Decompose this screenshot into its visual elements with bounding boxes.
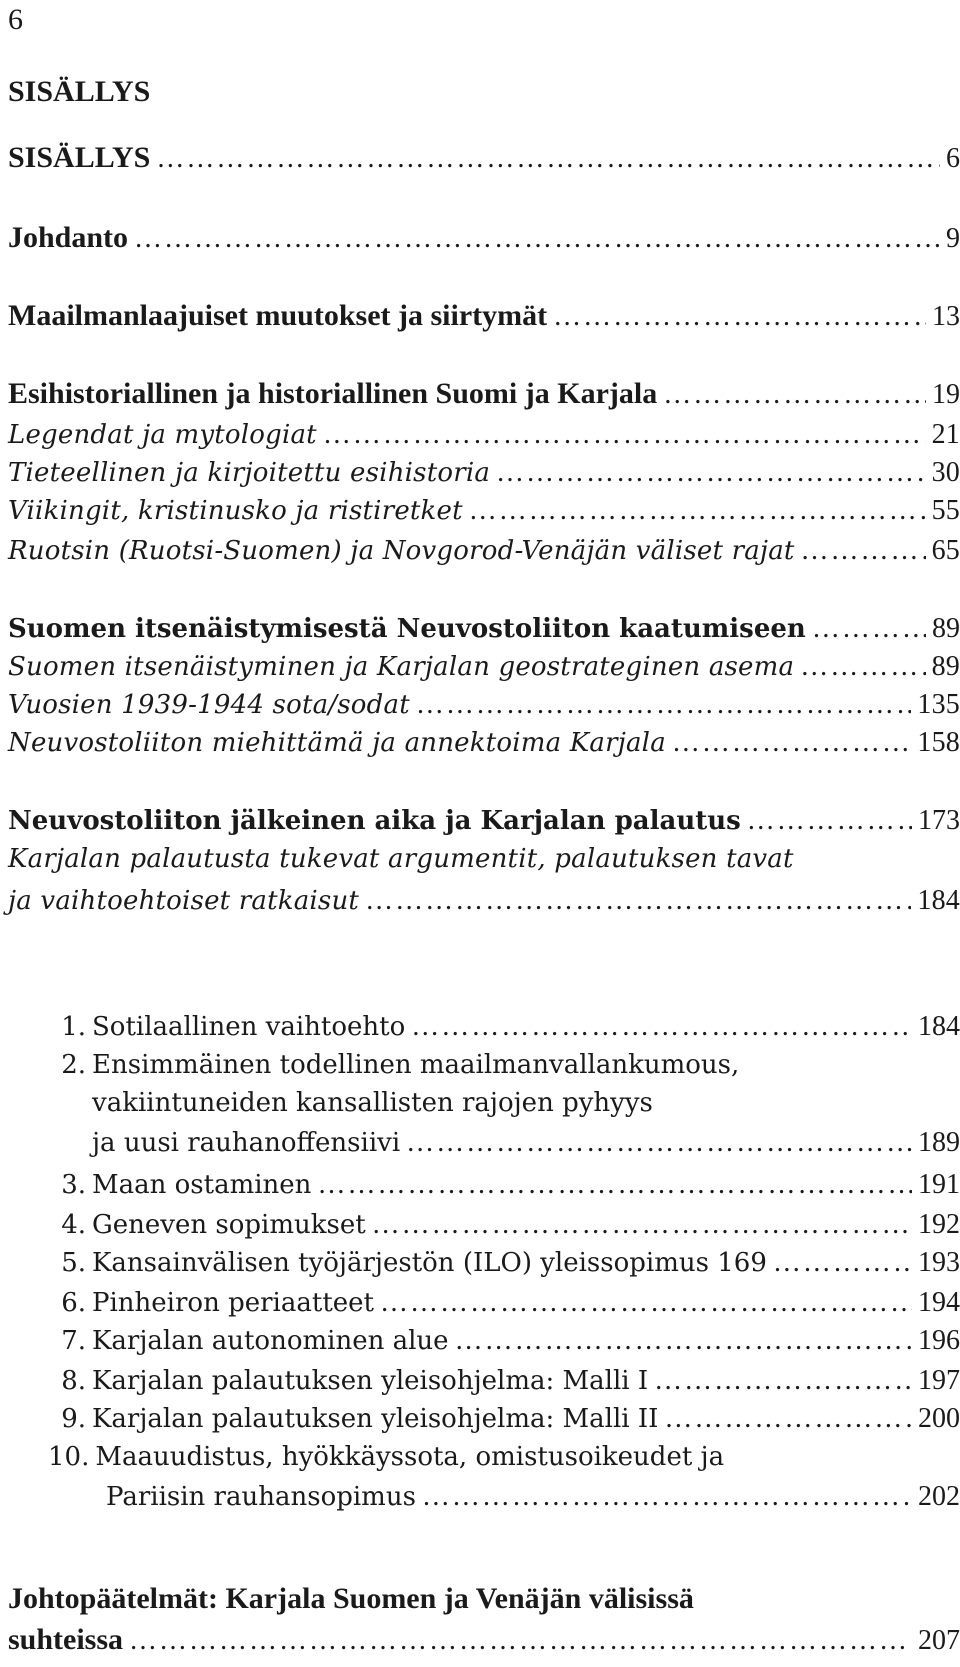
toc-entry[interactable] (8, 1360, 960, 1400)
toc-entry-title: Karjalan autonominen alue (92, 1326, 449, 1356)
leader-dots (372, 1206, 912, 1244)
leader-dots (416, 686, 912, 724)
toc-entry-title-line1: Maauudistus, hyökkäyssota, omistusoikeudet ja (95, 1442, 725, 1472)
page-title: SISÄLLYS (8, 75, 151, 108)
toc-entry-title: Karjalan palautuksen yleisohjelma: Malli II (92, 1404, 659, 1434)
toc-entry-title: Neuvostoliiton miehittämä ja annektoima Karjala (8, 728, 666, 758)
leader-dots (129, 1622, 912, 1660)
toc-entry-title: Suomen itsenäistymisestä Neuvostoliiton kaatumiseen (8, 614, 806, 644)
toc-entry-number: 8. (61, 1366, 86, 1396)
leader-dots (773, 1244, 912, 1282)
toc-entry-number: 1. (61, 1012, 86, 1042)
toc-entry-page: 9 (946, 223, 960, 254)
toc-entry-page: 55 (931, 495, 960, 526)
toc-entry-page: 189 (918, 1127, 960, 1158)
toc-entry[interactable] (8, 374, 960, 414)
leader-dots (672, 724, 912, 762)
toc-entry-page: 184 (917, 885, 960, 916)
leader-dots (553, 298, 926, 336)
toc-entry-title-line1: Johtopäätelmät: Karjala Suomen ja Venäjän välisissä (8, 1582, 694, 1615)
toc-entry-number: 10. (48, 1442, 90, 1472)
toc-entry[interactable] (8, 1438, 960, 1516)
toc-entry-page: 173 (918, 805, 960, 836)
leader-dots (800, 648, 925, 686)
toc-entry-page: 200 (918, 1403, 960, 1434)
leader-dots (664, 1400, 912, 1438)
toc-entry-number: 5. (61, 1248, 86, 1278)
toc-entry-title: Pariisin rauhansopimus (106, 1482, 416, 1512)
toc-entry-page: 191 (918, 1169, 960, 1200)
leader-dots (496, 454, 926, 492)
toc-entry-page: 196 (918, 1325, 960, 1356)
toc-entry-page: 65 (931, 535, 960, 566)
leader-dots (380, 1284, 912, 1322)
toc-entry[interactable] (8, 608, 960, 648)
toc-entry-page: 207 (918, 1625, 960, 1656)
toc-entry-title: Suomen itsenäistyminen ja Karjalan geostrateginen asema (8, 652, 795, 682)
leader-dots (801, 532, 926, 570)
toc-entry-title: Maan ostaminen (92, 1170, 312, 1200)
toc-entry[interactable] (8, 414, 960, 454)
toc-entry-title: Sotilaallinen vaihtoehto (92, 1012, 406, 1042)
toc-entry-number: 3. (61, 1170, 86, 1200)
toc-entry[interactable] (8, 1046, 960, 1162)
toc-entry[interactable] (8, 1580, 960, 1660)
toc-entry-page: 193 (918, 1247, 960, 1278)
toc-entry-title: Legendat ja mytologiat (8, 420, 317, 450)
toc-entry-title-line2: vakiintuneiden kansallisten rajojen pyhyys (92, 1088, 653, 1118)
toc-entry-title: Pinheiron periaatteet (92, 1288, 374, 1318)
toc-entry-page: 13 (932, 301, 960, 332)
toc-entry-page: 192 (918, 1209, 960, 1240)
toc-entry[interactable] (8, 1006, 960, 1046)
toc-entry[interactable] (8, 1204, 960, 1244)
toc-entry-number: 9. (61, 1404, 86, 1434)
toc-entry-title: Vuosien 1939-1944 sota/sodat (8, 690, 410, 720)
leader-dots (156, 140, 940, 178)
toc-entry-title: SISÄLLYS (8, 141, 151, 174)
toc-entry-title-line1: Ensimmäinen todellinen maailmanvallankumous, (92, 1050, 740, 1080)
toc-entry-page: 197 (918, 1365, 960, 1396)
leader-dots (812, 610, 926, 648)
toc-entry-number: 2. (61, 1050, 86, 1080)
toc-entry-title-line1: Karjalan palautusta tukevat argumentit, palautuksen tavat (8, 844, 794, 874)
leader-dots (747, 802, 912, 840)
toc-entry-page: 135 (917, 689, 960, 720)
toc-entry-title: suhteissa (8, 1623, 124, 1656)
toc-entry[interactable] (8, 530, 960, 570)
leader-dots (317, 1166, 912, 1204)
toc-entry-number: 4. (61, 1210, 86, 1240)
toc-entry-title: Esihistoriallinen ja historiallinen Suomi ja Karjala (8, 377, 658, 410)
toc-entry-page: 30 (931, 457, 960, 488)
toc-entry-title: Maailmanlaajuiset muutokset ja siirtymät (8, 299, 548, 332)
toc-entry-page: 158 (917, 727, 960, 758)
leader-dots (422, 1478, 912, 1516)
toc-entry-title: Johdanto (8, 221, 129, 254)
toc-entry-page: 6 (946, 143, 960, 174)
toc-entry[interactable] (8, 490, 960, 530)
toc-entry[interactable] (8, 1320, 960, 1360)
toc-entry[interactable] (8, 1398, 960, 1438)
toc-entry-title: ja vaihtoehtoiset ratkaisut (8, 886, 360, 916)
toc-entry-title: Kansainvälisen työjärjestön (ILO) yleissopimus 169 (92, 1248, 767, 1278)
page-number: 6 (8, 3, 23, 36)
leader-dots (365, 882, 911, 920)
leader-dots (411, 1008, 912, 1046)
leader-dots (654, 1362, 912, 1400)
toc-entry-title: Karjalan palautuksen yleisohjelma: Malli I (92, 1366, 649, 1396)
toc-entry[interactable] (8, 296, 960, 336)
toc-entry[interactable] (8, 646, 960, 686)
leader-dots (406, 1124, 912, 1162)
toc-entry[interactable] (8, 1282, 960, 1322)
toc-entry-title: Viikingit, kristinusko ja ristiretket (8, 496, 463, 526)
toc-entry-page: 202 (918, 1481, 960, 1512)
toc-entry-page: 89 (931, 651, 960, 682)
toc-entry-page: 21 (931, 419, 960, 450)
toc-entry[interactable] (8, 840, 960, 920)
toc-entry[interactable] (8, 452, 960, 492)
toc-entry[interactable] (8, 1164, 960, 1204)
toc-entry[interactable] (8, 684, 960, 724)
toc-entry-number: 6. (61, 1288, 86, 1318)
toc-entry-title: ja uusi rauhanoffensiivi (92, 1128, 401, 1158)
toc-entry[interactable] (8, 218, 960, 258)
leader-dots (134, 220, 940, 258)
leader-dots (455, 1322, 912, 1360)
toc-entry-title: Neuvostoliiton jälkeinen aika ja Karjalan palautus (8, 806, 741, 836)
toc-entry-page: 194 (918, 1287, 960, 1318)
leader-dots (663, 376, 926, 414)
toc-entry-title: Ruotsin (Ruotsi-Suomen) ja Novgorod-Venäjän väliset rajat (8, 536, 795, 566)
toc-entry[interactable] (8, 138, 960, 178)
toc-entry-title: Tieteellinen ja kirjoitettu esihistoria (8, 458, 491, 488)
leader-dots (469, 492, 926, 530)
toc-entry-title: Geneven sopimukset (92, 1210, 366, 1240)
toc-entry-page: 184 (918, 1011, 960, 1042)
toc-entry[interactable] (8, 722, 960, 762)
toc-entry-number: 7. (61, 1326, 86, 1356)
toc-entry-page: 89 (932, 613, 960, 644)
toc-entry[interactable] (8, 1242, 960, 1282)
toc-entry-page: 19 (932, 379, 960, 410)
toc-entry[interactable] (8, 800, 960, 840)
leader-dots (323, 416, 926, 454)
